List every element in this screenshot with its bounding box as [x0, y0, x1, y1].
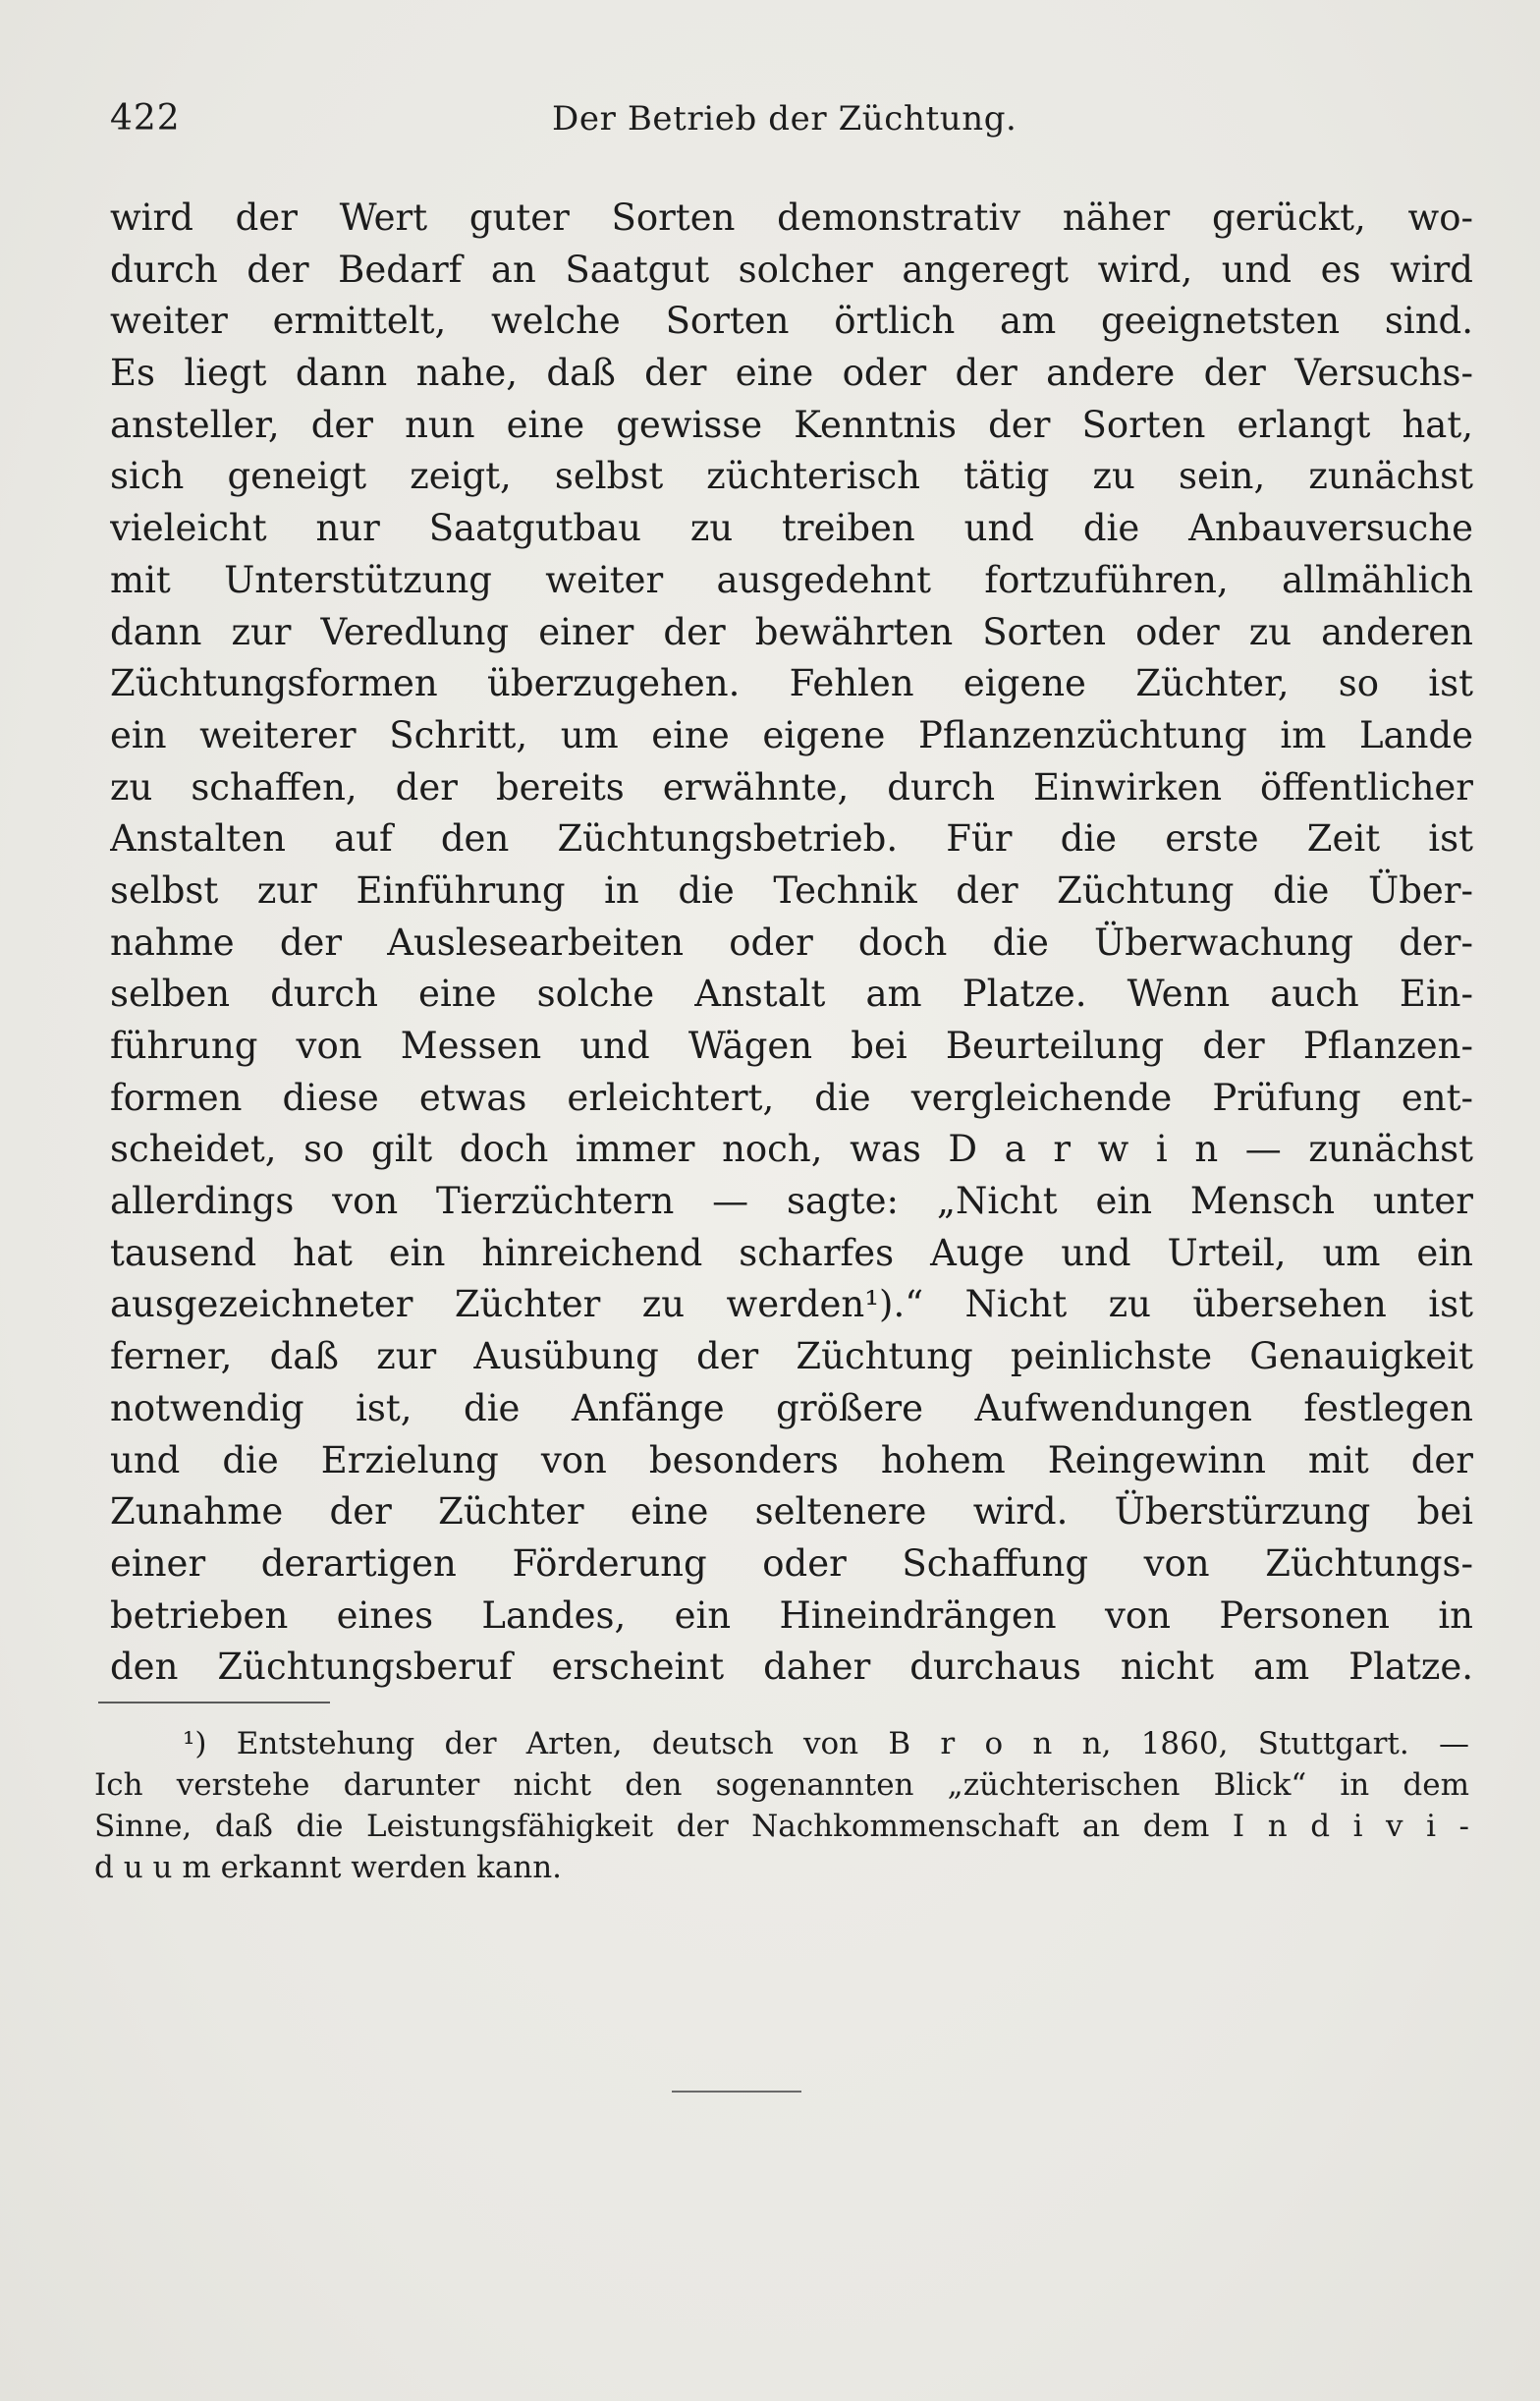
text-line: wird der Wert guter Sorten demonstrativ näher gerückt, wo- — [110, 196, 1473, 239]
text-line: durch der Bedarf an Saatgut solcher angeregt wird, und es wird — [110, 248, 1473, 291]
page-header — [110, 94, 1053, 143]
text-line: Zunahme der Züchter eine seltenere wird. Überstürzung bei — [110, 1490, 1473, 1534]
closing-divider — [672, 2091, 801, 2093]
page-number: 422 — [110, 98, 181, 139]
text-line: vieleicht nur Saatgutbau zu treiben und die Anbauversuche — [110, 507, 1473, 550]
text-line: den Züchtungsberuf erscheint daher durchaus nicht am Platze. — [110, 1646, 1473, 1689]
footnote-divider — [98, 1702, 330, 1703]
footnote-line: Ich verstehe darunter nicht den sogenannten „züchterischen Blick“ in dem — [94, 1767, 1469, 1803]
text-line: führung von Messen und Wägen bei Beurteilung der Pflanzen- — [110, 1025, 1473, 1067]
footnote-line: ¹) Entstehung der Arten, deutsch von B r o n n, 1860, Stuttgart. — — [183, 1726, 1469, 1761]
text-line: weiter ermittelt, welche Sorten örtlich am geeignetsten sind. — [110, 300, 1473, 343]
text-line: selbst zur Einführung in die Technik der Züchtung die Über- — [110, 868, 1473, 912]
text-line: einer derartigen Förderung oder Schaffung von Züchtungs- — [110, 1541, 1473, 1585]
text-line: notwendig ist, die Anfänge größere Aufwendungen festlegen — [110, 1386, 1473, 1429]
text-line: Anstalten auf den Züchtungsbetrieb. Für die erste Zeit ist — [110, 817, 1473, 861]
text-line: sich geneigt zeigt, selbst züchterisch tätig zu sein, zunächst — [110, 455, 1473, 498]
text-line: Züchtungsformen überzugehen. Fehlen eigene Züchter, so ist — [110, 662, 1473, 705]
text-line: mit Unterstützung weiter ausgedehnt fortzuführen, allmählich — [110, 558, 1473, 601]
text-line: ein weiterer Schritt, um eine eigene Pflanzenzüchtung im Lande — [110, 713, 1473, 756]
text-line: dann zur Veredlung einer der bewährten Sorten oder zu anderen — [110, 610, 1473, 653]
footnote — [94, 1723, 1473, 1888]
body-paragraph — [110, 193, 1485, 1694]
text-line: tausend hat ein hinreichend scharfes Auge und Urteil, um ein — [110, 1231, 1473, 1274]
text-line: selben durch eine solche Anstalt am Platze. Wenn auch Ein- — [110, 973, 1473, 1016]
text-line: ansteller, der nun eine gewisse Kenntnis der Sorten erlangt hat, — [110, 403, 1473, 446]
text-line: ausgezeichneter Züchter zu werden¹).“ Nicht zu übersehen ist — [110, 1283, 1473, 1326]
footnote-line: d u u m erkannt werden kann. — [94, 1850, 563, 1885]
footnote-line: Sinne, daß die Leistungsfähigkeit der Nachkommenschaft an dem I n d i v i - — [94, 1809, 1469, 1844]
text-line: scheidet, so gilt doch immer noch, was D a r w i n — zunächst — [110, 1128, 1473, 1171]
text-line: allerdings von Tierzüchtern — sagte: „Nicht ein Mensch unter — [110, 1180, 1473, 1223]
text-line: ferner, daß zur Ausübung der Züchtung peinlichste Genauigkeit — [110, 1335, 1473, 1378]
text-line: betrieben eines Landes, ein Hineindrängen von Personen in — [110, 1593, 1473, 1637]
text-line: formen diese etwas erleichtert, die vergleichende Prüfung ent- — [110, 1076, 1473, 1119]
text-line: und die Erzielung von besonders hohem Reingewinn mit der — [110, 1438, 1473, 1481]
text-line: zu schaffen, der bereits erwähnte, durch Einwirken öffentlicher — [110, 765, 1473, 809]
running-title: Der Betrieb der Züchtung. — [552, 99, 1018, 139]
text-line: nahme der Auslesearbeiten oder doch die Überwachung der- — [110, 921, 1473, 964]
text-line: Es liegt dann nahe, daß der eine oder der andere der Versuchs- — [110, 352, 1473, 395]
